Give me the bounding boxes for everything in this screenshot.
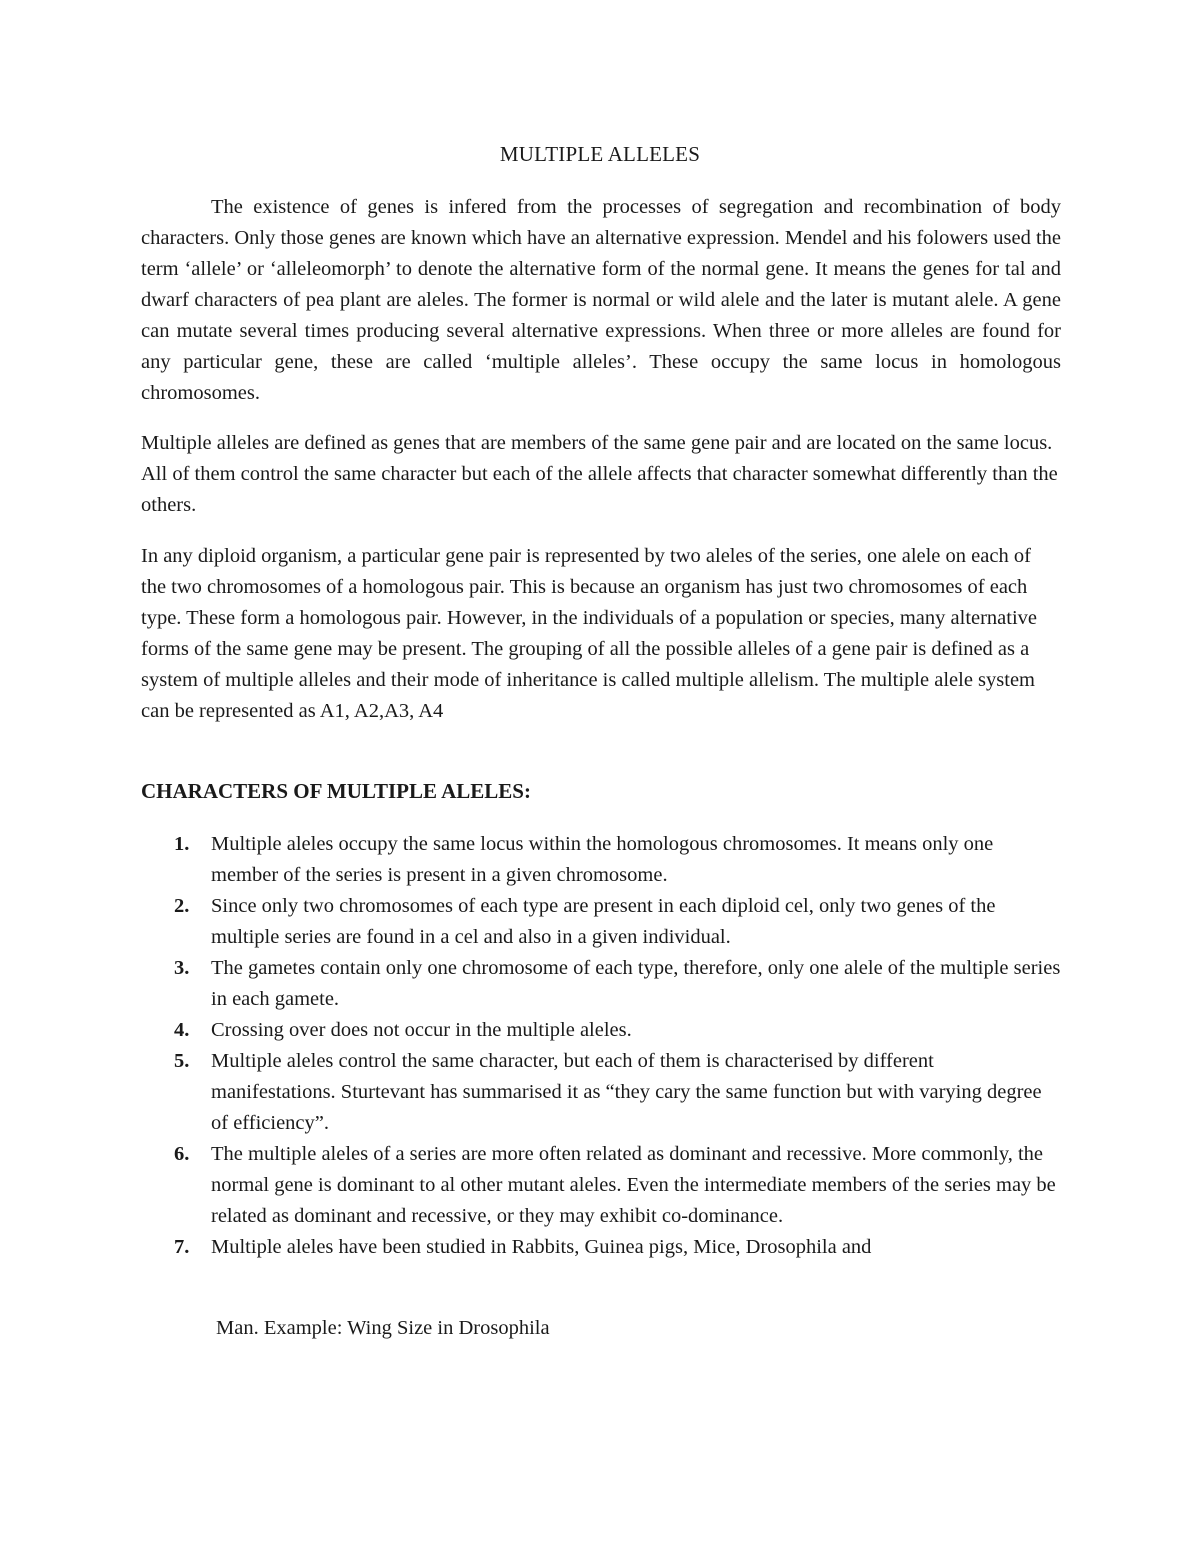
list-item (141, 1046, 1061, 1139)
section-heading: CHARACTERS OF MULTIPLE ALELES: (141, 779, 531, 803)
list-item-number: 3. (174, 957, 190, 979)
list-item (141, 891, 1061, 953)
paragraph-introduction: The existence of genes is infered from the processes of segregation and recombination of body characters. Only those genes are known which have an alternative expression. Mendel and his folowers used the term ‘allele’ or ‘alleleomorph’ to denote the alternative form of the normal gene. It means the genes for tal and dwarf characters of pea plant are aleles. The former is normal or wild alele and the later is mutant alele. A gene can mutate several times producing several alternative expressions. When three or more alleles are found for any particular gene, these are called ‘multiple alleles’. These occupy the same locus in homologous chromosomes. (141, 196, 1061, 404)
list-item-text: Multiple aleles have been studied in Rabbits, Guinea pigs, Mice, Drosophila and (211, 1236, 872, 1258)
closing-line: Man. Example: Wing Size in Drosophila (216, 1317, 550, 1339)
list-item (141, 829, 1061, 891)
list-item (141, 953, 1061, 1015)
document-title: MULTIPLE ALLELES (499, 142, 701, 166)
list-item (141, 1232, 1061, 1263)
list-item-text: Multiple aleles occupy the same locus within the homologous chromosomes. It means only one member of the series is present in a given chromosome. (211, 833, 994, 886)
list-item-text: Since only two chromosomes of each type are present in each diploid cel, only two genes of the multiple series are found in a cel and also in a given individual. (211, 895, 996, 948)
list-item-number: 6. (174, 1143, 190, 1165)
characters-list (141, 829, 1061, 1263)
list-item (141, 1015, 1061, 1046)
list-item-number: 1. (174, 833, 190, 855)
list-item-number: 7. (174, 1236, 190, 1258)
paragraph-diploid-organism: In any diploid organism, a particular gene pair is represented by two aleles of the series, one alele on each of the two chromosomes of a homologous pair. This is because an organism has just two chromosomes of each type. These form a homologous pair. However, in the individuals of a population or species, many alternative forms of the same gene may be present. The grouping of all the possible alleles of a gene pair is defined as a system of multiple alleles and their mode of inheritance is called multiple allelism. The multiple alele system can be represented as A1, A2,A3, A4 (141, 545, 1038, 722)
list-item-text: The multiple aleles of a series are more often related as dominant and recessive. More commonly, the normal gene is dominant to al other mutant aleles. Even the intermediate members of the series may be related as dominant and recessive, or they may exhibit co-dominance. (211, 1143, 1056, 1227)
list-item-number: 5. (174, 1050, 190, 1072)
list-item-number: 2. (174, 895, 190, 917)
paragraph-definition: Multiple alleles are defined as genes that are members of the same gene pair and are located on the same locus. All of them control the same character but each of the allele affects that character somewhat differently than the others. (141, 432, 1058, 516)
list-item-text: Crossing over does not occur in the multiple aleles. (211, 1019, 632, 1041)
list-item-text: Multiple aleles control the same character, but each of them is characterised by different manifestations. Sturtevant has summarised it as “they cary the same function but with varying degree of efficiency”. (211, 1050, 1042, 1134)
list-item-number: 4. (174, 1019, 190, 1041)
list-item (141, 1139, 1061, 1232)
list-item-text: The gametes contain only one chromosome of each type, therefore, only one alele of the multiple series in each gamete. (211, 957, 1061, 1010)
